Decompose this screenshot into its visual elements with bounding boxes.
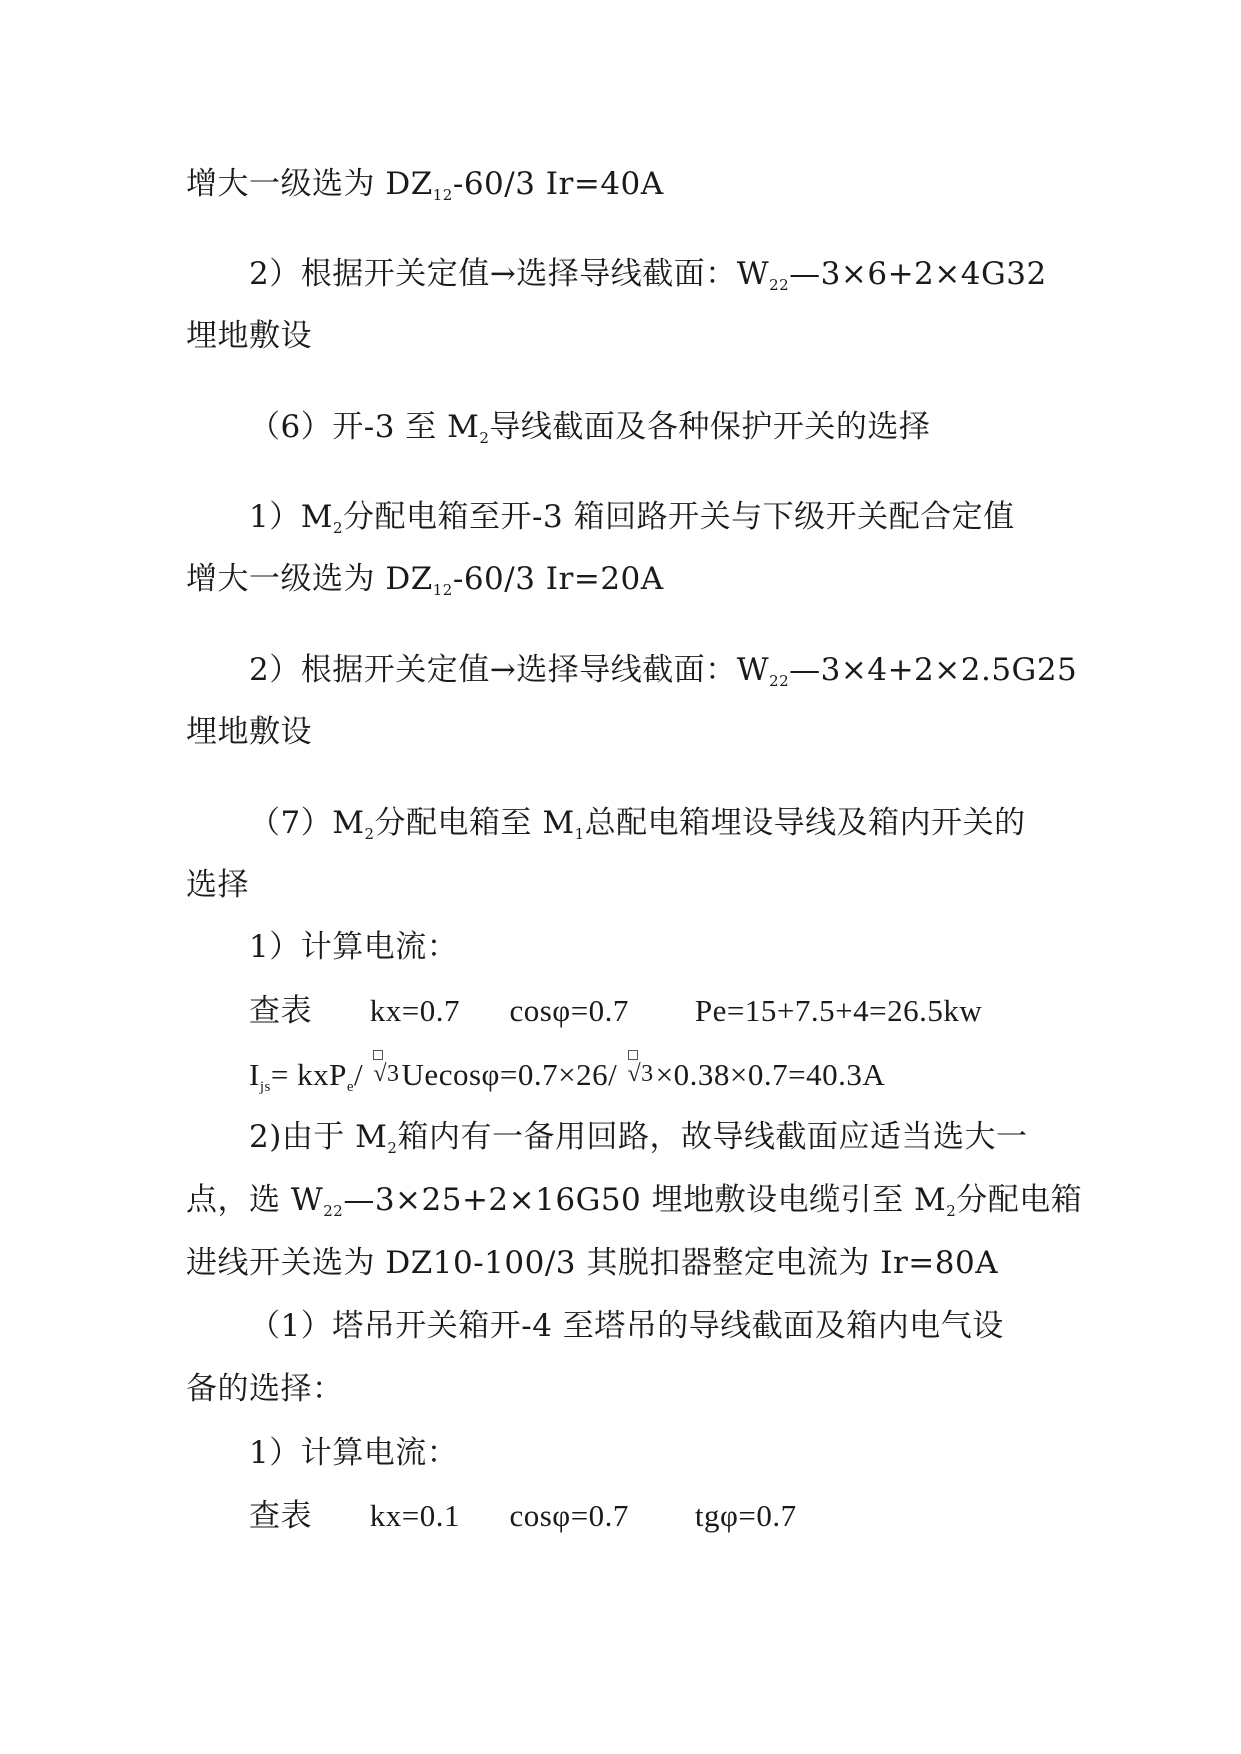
sqrt-symbol: √3 (628, 1054, 654, 1094)
text-line: 点，选 $W_{22}—3\times 25+2\times 16G50$ 埋地敷设电缆引至 $M_2$分配电箱 (186, 1182, 1083, 1220)
section-heading: （1）塔吊开关箱开-4 至塔吊的导线截面及箱内电气设 (249, 1308, 1004, 1344)
section-heading: $(7)M_2$分配电箱至 $M_1$总配电箱埋设导线及箱内开关的 (249, 805, 1026, 843)
text-line: 2）根据开关定值→选择导线截面：$W_{22}—3\times 4+2\times 2.5G25$ (249, 652, 1078, 690)
formula-line: $I_{js}= kxP_e/$ √3Uecosφ=0.7×26/ √3×0.38×0.7=40.3A (249, 1054, 885, 1095)
text-line: 1）计算电流： (249, 1435, 459, 1471)
text-line: 选择 (186, 867, 249, 903)
sqrt-symbol: √3 (373, 1054, 399, 1094)
text-line: $1)M_2$分配电箱至开-3 箱回路开关与下级开关配合定值 (249, 499, 1015, 537)
formula-line: 查表 kx=0.1 cosφ=0.7 tgφ=0.7 (249, 1498, 797, 1533)
text-line: 增大一级选为 $DZ_{12}-60/3$ Ir=40A (186, 166, 664, 204)
text-line: 埋地敷设 (186, 318, 312, 354)
text-line: 1）计算电流： (249, 929, 459, 965)
text-line: 进线开关选为 DZ10-100/3 其脱扣器整定电流为 Ir=80A (186, 1245, 999, 1281)
text-line: 增大一级选为 $DZ_{12}-60/3$ Ir=20A (186, 561, 664, 599)
text-line: 2）根据开关定值→选择导线截面：$W_{22}—3\times 6+2\times 4G32$ (249, 256, 1047, 294)
text-line: 2)由于 $M_2$箱内有一备用回路，故导线截面应适当选大一 (249, 1119, 1028, 1157)
text-line: 备的选择： (186, 1371, 344, 1407)
text-line: 埋地敷设 (186, 714, 312, 750)
section-heading: （6）开-3 至 $M_2$导线截面及各种保护开关的选择 (249, 409, 931, 447)
formula-line: 查表 kx=0.7 cosφ=0.7 Pe=15+7.5+4=26.5kw (249, 993, 983, 1028)
